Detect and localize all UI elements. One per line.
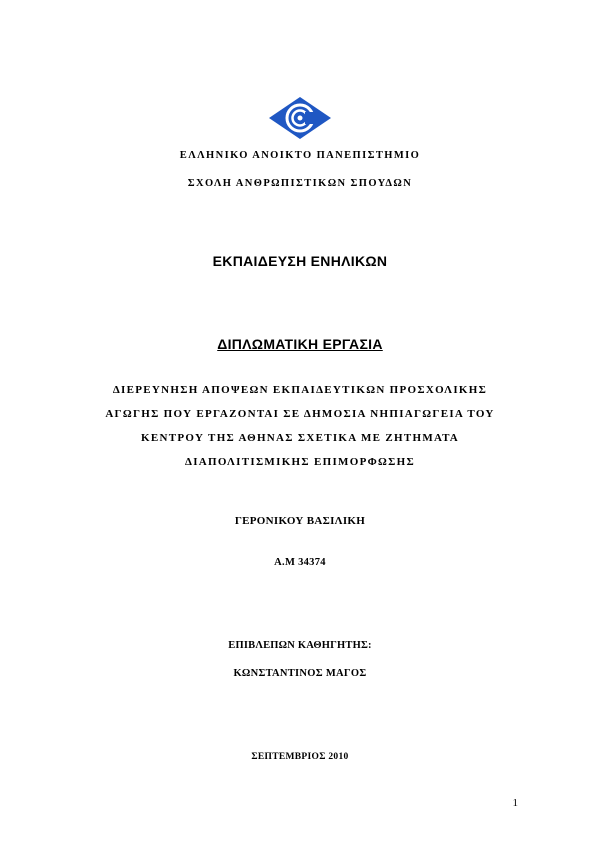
thesis-title-line: ΚΕΝΤΡΟΥ ΤΗΣ ΑΘΗΝΑΣ ΣΧΕΤΙΚΑ ΜΕ ΖΗΤΗΜΑΤΑ [141,432,459,444]
supervisor-label: ΕΠΙΒΛΕΠΩΝ ΚΑΘΗΓΗΤΗΣ: [228,640,372,651]
document-type: ΔΙΠΛΩΜΑΤΙΚΗ ΕΡΓΑΣΙΑ [217,336,383,352]
thesis-title-line: ΔΙΑΠΟΛΙΤΙΣΜΙΚΗΣ ΕΠΙΜΟΡΦΩΣΗΣ [185,456,415,468]
author-name: ΓΕΡΟΝΙΚΟΥ ΒΑΣΙΛΙΚΗ [234,515,366,527]
submission-date: ΣΕΠΤΕΜΒΡΙΟΣ 2010 [251,752,349,762]
registration-number: Α.Μ 34374 [274,557,326,568]
program-name: ΕΚΠΑΙΔΕΥΣΗ ΕΝΗΛΙΚΩΝ [212,253,388,269]
thesis-title-line: ΑΓΩΓΗΣ ΠΟΥ ΕΡΓΑΖΟΝΤΑΙ ΣΕ ΔΗΜΟΣΙΑ ΝΗΠΙΑΓΩΓΕΙΑ ΤΟΥ [105,408,495,420]
supervisor-name: ΚΩΝΣΤΑΝΤΙΝΟΣ ΜΑΓΟΣ [233,668,367,679]
thesis-title-line: ΔΙΕΡΕΥΝΗΣΗ ΑΠΟΨΕΩΝ ΕΚΠΑΙΔΕΥΤΙΚΩΝ ΠΡΟΣΧΟΛΙΚΗΣ [112,384,488,396]
thesis-title [80,378,520,474]
university-logo-icon [269,97,331,139]
university-name: ΕΛΛΗΝΙΚΟ ΑΝΟΙΚΤΟ ΠΑΝΕΠΙΣΤΗΜΙΟ [179,150,421,161]
school-name: ΣΧΟΛΗ ΑΝΘΡΩΠΙΣΤΙΚΩΝ ΣΠΟΥΔΩΝ [187,178,413,189]
page-number: 1 [512,797,518,809]
